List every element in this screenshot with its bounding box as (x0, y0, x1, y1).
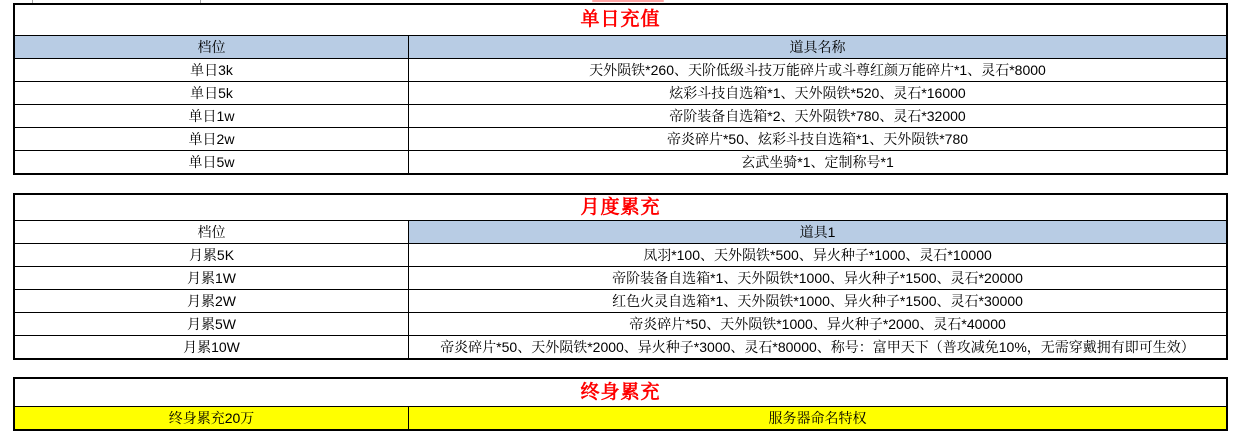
tier-cell[interactable]: 月累1W (15, 267, 409, 289)
items-cell[interactable]: 玄武坐骑*1、定制称号*1 (741, 154, 894, 170)
table-title-row[interactable] (15, 195, 1226, 221)
table-title: 单日充值 (580, 9, 661, 30)
items-cell[interactable]: 帝阶装备自选箱*1、天外陨铁*1000、异火种子*1500、灵石*20000 (612, 270, 1023, 286)
tier-cell[interactable]: 单日1w (15, 105, 409, 127)
tier-cell[interactable]: 月累10W (15, 336, 409, 358)
tier-cell[interactable]: 单日2w (15, 128, 409, 150)
tier-cell[interactable]: 单日5k (15, 82, 409, 104)
recharge-table-daily (13, 3, 1228, 175)
table-row (15, 244, 1226, 267)
tier-cell[interactable]: 月累5K (15, 244, 409, 266)
table-row (15, 290, 1226, 313)
items-cell[interactable]: 帝炎碎片*50、天外陨铁*1000、异火种子*2000、灵石*40000 (629, 316, 1006, 332)
table-row (15, 407, 1226, 429)
table-header-row (15, 221, 1226, 244)
table-row (15, 313, 1226, 336)
table-title-row[interactable] (15, 5, 1226, 36)
header-cell-items[interactable]: 道具名称 (409, 36, 1226, 58)
table-title: 月度累充 (580, 197, 661, 218)
tier-cell[interactable]: 月累2W (15, 290, 409, 312)
table-title: 终身累充 (580, 382, 661, 403)
tier-cell[interactable]: 月累5W (15, 313, 409, 335)
table-row (15, 105, 1226, 128)
recharge-table-monthly (13, 193, 1228, 360)
items-cell[interactable]: 帝炎碎片*50、天外陨铁*2000、异火种子*3000、灵石*80000、称号：富甲天下（普攻减免10%，无需穿戴拥有即可生效） (440, 339, 1195, 355)
table-row (15, 128, 1226, 151)
table-row (15, 59, 1226, 82)
clipped-red-text-artifact (592, 0, 664, 2)
table-row (15, 267, 1226, 290)
header-cell-items[interactable]: 道具1 (409, 221, 1226, 243)
items-cell[interactable]: 天外陨铁*260、天阶低级斗技万能碎片或斗尊红颜万能碎片*1、灵石*8000 (589, 62, 1046, 78)
items-cell[interactable]: 帝阶装备自选箱*2、天外陨铁*780、灵石*32000 (669, 108, 966, 124)
header-cell-tier[interactable]: 档位 (15, 221, 409, 243)
table-header-row (15, 36, 1226, 59)
items-cell[interactable]: 服务器命名特权 (768, 410, 867, 426)
recharge-table-lifetime (13, 377, 1228, 431)
items-cell[interactable]: 炫彩斗技自选箱*1、天外陨铁*520、灵石*16000 (669, 85, 966, 101)
tier-cell[interactable]: 单日5w (15, 151, 409, 173)
table-row (15, 336, 1226, 358)
table-title-row[interactable] (15, 379, 1226, 407)
tier-cell[interactable]: 单日3k (15, 59, 409, 81)
items-cell[interactable]: 凤羽*100、天外陨铁*500、异火种子*1000、灵石*10000 (643, 247, 992, 263)
table-row (15, 82, 1226, 105)
tier-cell[interactable]: 终身累充20万 (15, 407, 409, 429)
table-row (15, 151, 1226, 173)
items-cell[interactable]: 红色火灵自选箱*1、天外陨铁*1000、异火种子*1500、灵石*30000 (612, 293, 1023, 309)
items-cell[interactable]: 帝炎碎片*50、炫彩斗技自选箱*1、天外陨铁*780 (666, 131, 969, 147)
header-cell-tier[interactable]: 档位 (15, 36, 409, 58)
